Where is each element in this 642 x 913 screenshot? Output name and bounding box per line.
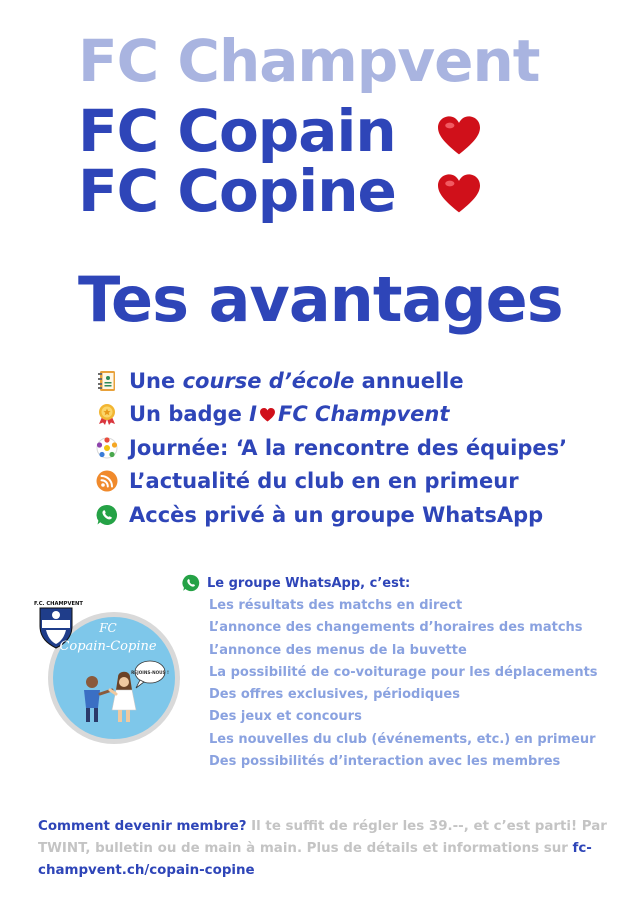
benefits-list	[96, 364, 567, 532]
logo-line1: FC	[99, 621, 117, 635]
logo-bubble-text: REJOINS-NOUS !	[131, 670, 169, 675]
fc-copain-heading: FC Copain	[78, 97, 396, 165]
membership-link[interactable]: fc-champvent.ch/copain-copine	[38, 841, 592, 878]
whatsapp-icon	[182, 574, 200, 592]
membership-text: Il te suffit de régler les 39.--, et c’est parti! Par TWINT, bulletin ou de main à main. Plus de détails et informations sur	[38, 819, 607, 856]
club-name-heading: FC Champvent	[78, 27, 540, 95]
benefit-text: Un badge I FC Champvent	[129, 402, 450, 427]
list-item: Des jeux et concours	[209, 709, 362, 725]
fc-copine-heading: FC Copine	[78, 157, 396, 225]
list-item: Des possibilités d’interaction avec les membres	[209, 754, 561, 770]
whatsapp-features-list	[209, 595, 598, 773]
list-item: L’annonce des menus de la buvette	[209, 642, 467, 658]
membership-question: Comment devenir membre?	[38, 819, 247, 834]
benefit-item	[96, 398, 567, 432]
logo-line2: Copain-Copine	[59, 639, 157, 654]
heart-icon	[438, 116, 480, 156]
membership-info	[38, 816, 618, 882]
list-item: Des offres exclusives, périodiques	[209, 687, 460, 703]
benefit-item	[96, 364, 567, 398]
rss-icon	[96, 470, 118, 492]
advantages-heading: Tes avantages	[78, 263, 563, 336]
benefit-text: Accès privé à un groupe WhatsApp	[129, 502, 544, 527]
benefit-item	[96, 431, 567, 465]
benefit-item	[96, 465, 567, 499]
copain-copine-logo	[32, 598, 182, 746]
list-item: L’annonce des changements d’horaires des matchs	[209, 620, 583, 636]
whatsapp-icon	[96, 504, 118, 526]
medal-icon	[96, 403, 118, 425]
heart-icon	[260, 408, 275, 422]
whatsapp-group-title-text: Le groupe WhatsApp, c’est:	[207, 575, 411, 591]
list-item: La possibilité de co-voiturage pour les déplacements	[209, 664, 598, 680]
list-item: Les nouvelles du club (événements, etc.) en primeur	[209, 731, 596, 747]
heart-icon	[438, 174, 480, 214]
benefit-text: Une course d’école annuelle	[129, 368, 464, 393]
whatsapp-group-title	[182, 573, 598, 593]
list-item: Les résultats des matchs en direct	[209, 598, 463, 613]
notebook-icon	[96, 370, 118, 392]
logo-crest-label: F.C. CHAMPVENT	[34, 601, 83, 607]
benefit-item	[96, 498, 567, 532]
soccer-ball-icon	[96, 437, 118, 459]
benefit-text: L’actualité du club en en primeur	[129, 469, 519, 494]
benefit-text: Journée: ‘A la rencontre des équipes’	[129, 435, 568, 460]
whatsapp-group-section	[182, 573, 598, 773]
